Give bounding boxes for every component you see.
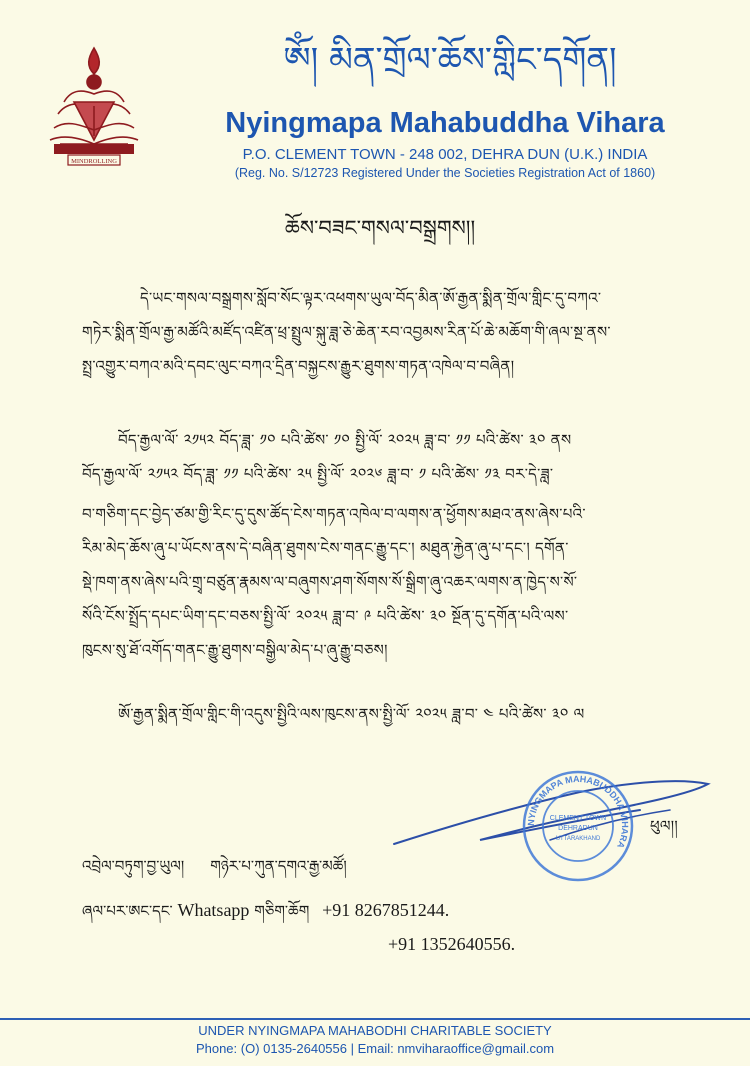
body-line: དེ་ཡང་གསལ་བསྒྲགས་སློབ་སོང་ལྟར་འཕགས་ཡུལ་བོད་མིན་ཨོ་རྒྱན་སྨིན་གྲོལ་གླིང་དུ་བཀའ་ (140, 289, 602, 307)
footer-contact: Phone: (O) 0135-2640556 | Email: nmviharaoffice@gmail.com (195, 1041, 555, 1056)
signatory-name: གཉེར་པ་ཀུན་དགའ་རྒྱ་མཚོ། (210, 857, 347, 875)
monastery-logo (44, 44, 144, 168)
body-line: སྡེ་ཁག་ནས་ཞེས་པའི་གྲྭ་བཙུན་རྣམས་ལ་བཞུགས་ཤག་སོགས་སོ་སྒྲིག་ཞུ་འཆར་ལགས་ན་ཁྱེད་ས་སོ་ (82, 573, 578, 591)
phone-number-secondary: +91 1352640556. (388, 934, 516, 954)
signatory-label: འབྲེལ་བཏུག་བྱ་ཡུལ། (82, 857, 185, 875)
body-line: ཁུངས་སུ་ཐོ་འགོད་གནང་རྒྱུ་ཐུགས་བསྒྱིལ་མེད་པ་ཞུ་རྒྱུ་བཅས། (82, 641, 388, 659)
stamp-inner-line: CLEMENT TOWN (549, 815, 607, 822)
contact-prefix: ཞལ་པར་ཨང་དང་ (82, 902, 173, 920)
body-line: བ་གཅིག་དང་བྱེད་ཙམ་གྱི་རིང་དུ་དུས་ཚོད་ངེས་གཏན་འཁེལ་བ་ལགས་ན་ཕྱོགས་མཐའ་ནས་ཞེས་པའི་ (82, 505, 586, 523)
footer-divider (0, 1018, 750, 1020)
phone-number-primary: +91 8267851244. (322, 900, 450, 920)
stamp-inner-line: UTTARAKHAND (555, 836, 601, 842)
body-line: སོའི་ངོས་སྤྲོད་དཔང་ཡིག་དང་བཅས་སྤྱི་ལོ་ ༢༠༢༥ ཟླ་བ་ ༩ པའི་ཚེས་ ༣༠ སྔོན་དུ་དགོན་པའི་ལས་ (82, 607, 569, 625)
closing-end: ཕུལ།། (650, 817, 679, 835)
stamp-inner-line: DEHRADUN (558, 825, 598, 832)
organization-name: Nyingmapa Mahabuddha Vihara (225, 107, 665, 139)
registration-note: (Reg. No. S/12723 Registered Under the Societies Registration Act of 1860) (234, 166, 656, 180)
body-line: སྤྲ་འགྱུར་བཀའ་མའི་དབང་ལུང་བཀའ་དྲིན་བསྐྱངས་རྒྱུར་ཐུགས་གཏན་འཁེལ་བ་བཞིན། (82, 357, 515, 375)
official-stamp (520, 768, 636, 884)
whatsapp-suffix: གཅིག་ཆོག (254, 902, 310, 920)
body-line: བོད་རྒྱལ་ལོ་ ༢༡༥༢ བོད་ཟླ་ ༡༠ པའི་ཚེས་ ༡༠ སྤྱི་ལོ་ ༢༠༢༥ ཟླ་བ་ ༡༡ པའི་ཚེས་ ༣༠ ནས (118, 431, 572, 449)
postal-address: P.O. CLEMENT TOWN - 248 002, DEHRA DUN (U.K.) INDIA (242, 146, 648, 163)
logo-caption: MINDROLLING (71, 158, 117, 165)
body-line: གཏེར་སྨིན་གྲོལ་རྒྱ་མཚོའི་མཛོད་འཛིན་ཕྲ་སྤྲུལ་སྐུ་ཟླ་ཅེ་ཆེན་རབ་འབྱམས་རིན་པོ་ཆེ་མཆོག་གི་ཞལ་སྔ་ནས་ (82, 323, 611, 341)
footer-society: UNDER NYINGMAPA MAHABODHI CHARITABLE SOCIETY (198, 1023, 552, 1038)
contact-row (82, 896, 449, 925)
whatsapp-label: Whatsapp (177, 900, 250, 920)
body-line: བོད་རྒྱལ་ལོ་ ༢༡༥༢ བོད་ཟླ་ ༡༡ པའི་ཚེས་ ༢༥ སྤྱི་ལོ་ ༢༠༢༦ ཟླ་བ་ ༡ པའི་ཚེས་ ༡༣ བར་དེ་ཟླ་ (82, 465, 554, 483)
tibetan-org-name: ཨོཾ། མིན་གྲོལ་ཆོས་གླིང་དགོན། (283, 40, 617, 80)
stamp-outer-text: NYINGMAPA MAHABUDDHA VIHARA (525, 773, 631, 850)
notice-title: ཆོས་བཟང་གསལ་བསྒྲགས།། (284, 216, 476, 240)
signatory-block (82, 852, 347, 880)
body-line: རིམ་མེད་ཆོས་ཞུ་པ་ཡོངས་ནས་དེ་བཞིན་ཐུགས་ངེས་གནང་རྒྱུ་དང་། མཐུན་རྐྱེན་ཞུ་པ་དང་། དགོན་ (82, 539, 569, 557)
closing-line: ཨོ་རྒྱན་སྨིན་གྲོལ་གླིང་གི་འདུས་སྤྱིའི་ལས་ཁུངས་ནས་སྤྱི་ལོ་ ༢༠༢༥ ཟླ་བ་ ༤ པའི་ཚེས་ ༣༠ ལ (118, 705, 585, 723)
